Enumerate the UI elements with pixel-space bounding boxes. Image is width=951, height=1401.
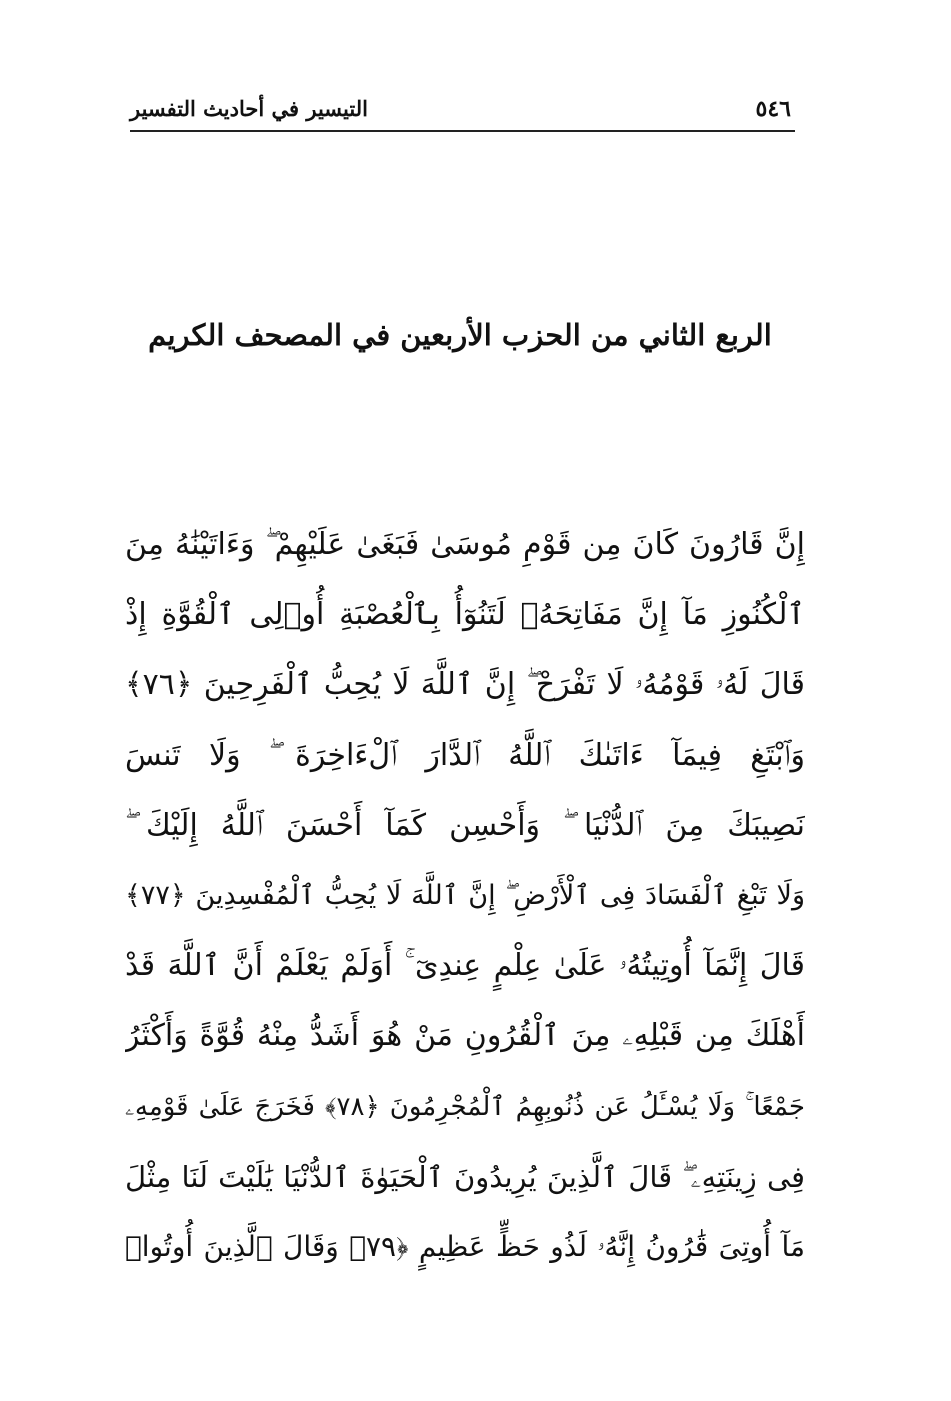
verse-line: مَآ أُوتِىَ قَٰرُونُ إِنَّهُۥ لَذُو حَظٍّ عَظِيمٍ ﴿٧٩﴾ وَقَالَ ٱلَّذِينَ أُوتُوا۟	[125, 1229, 805, 1263]
verse-line: وَٱبْتَغِ فِيمَآ ءَاتَىٰكَ ٱللَّهُ ٱلدَّارَ ٱلْءَاخِرَةَ ۖ وَلَا تَنسَ	[125, 737, 805, 773]
verse-line: أَهْلَكَ مِن قَبْلِهِۦ مِنَ ٱلْقُرُونِ مَنْ هُوَ أَشَدُّ مِنْهُ قُوَّةً وَأَكْثَرُ	[125, 1018, 805, 1054]
verse-line: ٱلْكُنُوزِ مَآ إِنَّ مَفَاتِحَهُۥ لَتَنُوٓأُ بِٱلْعُصْبَةِ أُو۟لِى ٱلْقُوَّةِ إِذْ	[125, 597, 805, 633]
verse-line: فِى زِينَتِهِۦ ۖ قَالَ ٱلَّذِينَ يُرِيدُونَ ٱلْحَيَوٰةَ ٱلدُّنْيَا يَٰلَيْتَ لَنَا مِثْلَ	[125, 1159, 805, 1194]
verse-line: وَلَا تَبْغِ ٱلْفَسَادَ فِى ٱلْأَرْضِ ۖ إِنَّ ٱللَّهَ لَا يُحِبُّ ٱلْمُفْسِدِينَ ﴿٧٧﴾	[125, 879, 805, 911]
verse-line: قَالَ إِنَّمَآ أُوتِيتُهُۥ عَلَىٰ عِلْمٍ عِندِىٓ ۚ أَوَلَمْ يَعْلَمْ أَنَّ ٱللَّهَ قَدْ	[125, 948, 805, 984]
running-title: التيسير في أحاديث التفسير	[130, 96, 368, 121]
verse-block	[125, 510, 805, 1282]
verse-line: جَمْعًا ۚ وَلَا يُسْـَٔلُ عَن ذُنُوبِهِمُ ٱلْمُجْرِمُونَ ﴿٧٨﴾ فَخَرَجَ عَلَىٰ قَوْمِهِۦ	[125, 1091, 805, 1122]
header-rule	[130, 130, 795, 132]
verse-line: قَالَ لَهُۥ قَوْمُهُۥ لَا تَفْرَحْ ۖ إِنَّ ٱللَّهَ لَا يُحِبُّ ٱلْفَرِحِينَ ﴿٧٦﴾	[125, 667, 805, 703]
section-title: الربع الثاني من الحزب الأربعين في المصحف الكريم	[148, 318, 772, 352]
verse-line: إِنَّ قَارُونَ كَانَ مِن قَوْمِ مُوسَىٰ فَبَغَىٰ عَلَيْهِمْ ۖ وَءَاتَيْنَٰهُ مِنَ	[125, 527, 805, 562]
running-header	[130, 96, 795, 132]
verse-line: نَصِيبَكَ مِنَ ٱلدُّنْيَا ۖ وَأَحْسِن كَمَآ أَحْسَنَ ٱللَّهُ إِلَيْكَ ۖ	[125, 807, 805, 843]
page-number: ٥٤٦	[755, 96, 791, 122]
